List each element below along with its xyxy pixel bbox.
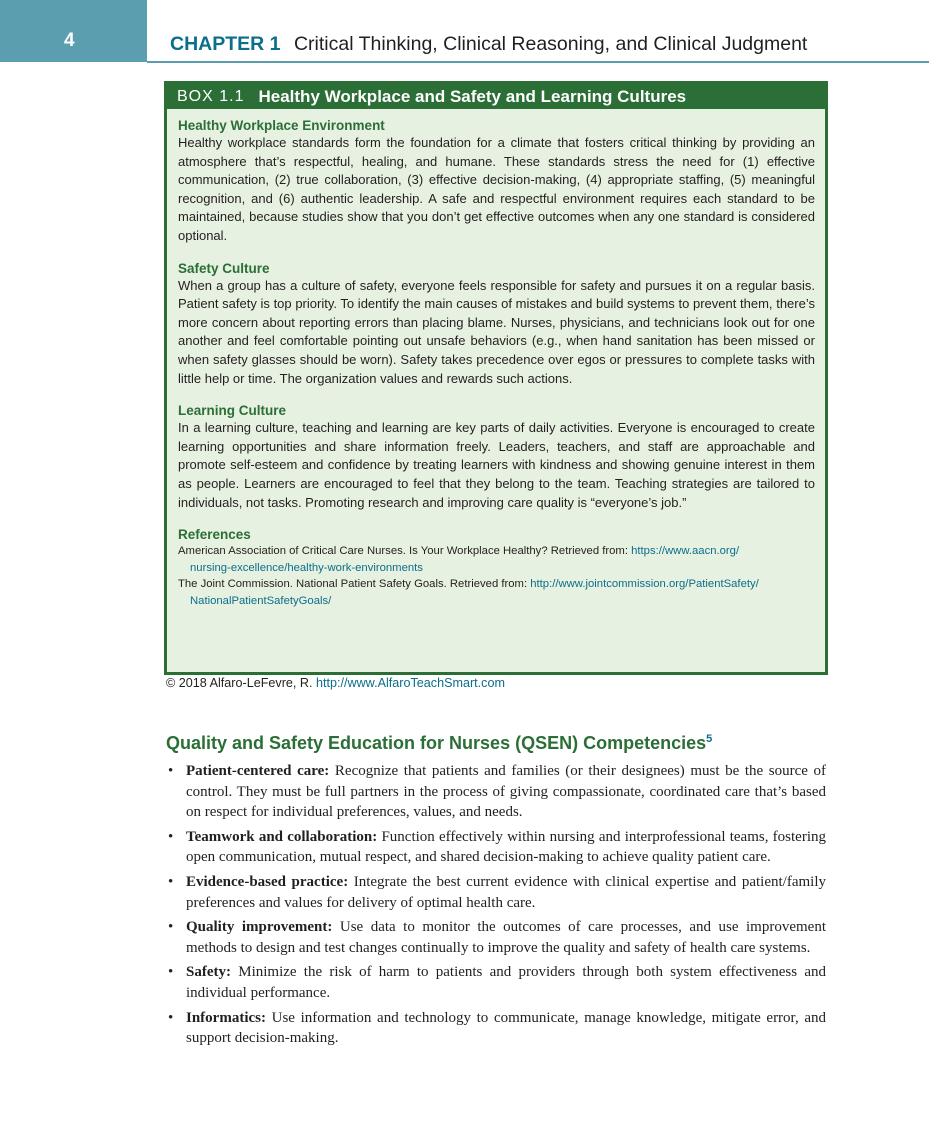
qsen-heading-text: Quality and Safety Education for Nurses (QSEN) Competencies: [166, 733, 707, 753]
reference-item: [178, 576, 815, 609]
section-learning-culture: [178, 402, 815, 512]
reference-link[interactable]: NationalPatientSafetyGoals/: [190, 594, 332, 607]
bullet-icon: •: [168, 828, 174, 845]
competency-text: Recognize that patients and families (or their designees) must be the source of control. They must be full partners in the process of giving compassionate, coordinated care that’s based on respect for individual preferences, values, and needs.: [186, 763, 827, 821]
section-text: Healthy workplace standards form the foundation for a climate that fosters critical thinking by providing an atmosphere that’s respectful, healing, and humane. These standards stress the need for (1) effective communication, (2) true collaboration, (3) effective decision-making, (4) appropriate staffing, (5) meaningful recognition, and (6) authentic leadership. A safe and respectful environment requires each standard to be maintained, because studies show that you don’t get effective outcomes when any one standard is considered optional.: [178, 135, 815, 243]
reference-link[interactable]: nursing-excellence/healthy-work-environments: [190, 561, 423, 574]
page-number: 4: [64, 30, 75, 51]
section-safety-culture: [178, 260, 815, 389]
section-heading: Safety Culture: [178, 260, 270, 276]
competency-text: Use information and technology to communicate, manage knowledge, mitigate error, and support decision-making.: [186, 1009, 826, 1047]
reference-item: [178, 543, 815, 576]
reference-text: American Association of Critical Care Nurses. Is Your Workplace Healthy? Retrieved from:: [178, 545, 632, 558]
competency-text: Minimize the risk of harm to patients and providers through both system effectiveness and individual performance.: [186, 964, 826, 1001]
qsen-heading: [166, 733, 712, 754]
bullet-icon: •: [168, 873, 174, 890]
competency-term: Evidence-based practice:: [186, 873, 349, 890]
section-heading: Learning Culture: [178, 403, 287, 419]
section-text: In a learning culture, teaching and learning are key parts of daily activities. Everyone is encouraged to create learning opportunities and share information freely. Leaders, teachers, and staff are approachable and promote self-esteem and confidence by treating learners with kindness and showing genuine interest in them as people. Learners are encouraged to feel that they belong to the team. Teaching strategies are tailored to individuals, not tasks. Promoting research and improving care quality is “everyone’s job.”: [178, 420, 815, 510]
section-heading: Healthy Workplace Environment: [178, 118, 385, 133]
qsen-competency-list: [166, 761, 826, 1053]
reference-link[interactable]: https://www.aacn.org/: [631, 545, 740, 558]
copyright-line: [166, 676, 505, 690]
footnote-marker: 5: [706, 733, 713, 745]
competency-text: Function effectively within nursing and interprofessional teams, fostering open communication, mutual respect, and shared decision-making to achieve quality patient care.: [186, 828, 827, 866]
reference-text: The Joint Commission. National Patient Safety Goals. Retrieved from:: [178, 578, 531, 591]
list-item: [166, 917, 826, 958]
list-item: [166, 827, 826, 868]
chapter-label: CHAPTER 1: [170, 33, 281, 55]
section-text: When a group has a culture of safety, everyone feels responsible for safety and pursues it on a regular basis. Patient safety is top priority. To identify the main causes of mistakes and build systems to prevent them, there’s more concern about reporting errors than placing blame. Nurses, physicians, and technicians look out for one another and feel comfortable pointing out unsafe behaviors (e.g., when hand sanitation has been missed or when safety glasses should be worn). Safety takes precedence over egos or pressures to complete tasks with little help or time. The organization values and rewards such actions.: [178, 277, 815, 386]
chapter-title: Critical Thinking, Clinical Reasoning, and Clinical Judgment: [293, 33, 808, 55]
reference-link[interactable]: http://www.jointcommission.org/PatientSafety/: [530, 578, 759, 591]
competency-text: Integrate the best current evidence with clinical expertise and patient/family preferences and values for delivery of optimal health care.: [186, 873, 826, 911]
bullet-icon: •: [168, 763, 174, 779]
list-item: [166, 1008, 826, 1049]
box-body: [167, 109, 825, 609]
box-1-1: [164, 81, 828, 675]
box-number: BOX 1.1: [177, 87, 245, 105]
references-heading: References: [178, 527, 251, 543]
list-item: [166, 872, 826, 913]
running-header: [170, 33, 807, 56]
bullet-icon: •: [168, 919, 174, 936]
competency-term: Quality improvement:: [186, 919, 333, 936]
competency-term: Teamwork and collaboration:: [186, 828, 378, 845]
competency-term: Informatics:: [186, 1009, 266, 1026]
header-rule: [147, 61, 929, 63]
bullet-icon: •: [168, 964, 174, 981]
section-healthy-workplace: [178, 117, 815, 246]
copyright-link[interactable]: http://www.AlfaroTeachSmart.com: [315, 676, 505, 690]
bullet-icon: •: [168, 1009, 174, 1026]
list-item: [166, 962, 826, 1003]
copyright-text: © 2018 Alfaro-LeFevre, R.: [166, 676, 316, 690]
box-title: Healthy Workplace and Safety and Learning Cultures: [258, 86, 687, 106]
competency-text: Use data to monitor the outcomes of care processes, and use improvement methods to design and test changes continually to improve the quality and safety of health care systems.: [186, 919, 826, 956]
competency-term: Safety:: [186, 964, 231, 981]
box-header: [167, 84, 825, 109]
list-item: [166, 761, 826, 823]
references: [178, 526, 815, 609]
competency-term: Patient-centered care:: [186, 763, 330, 779]
